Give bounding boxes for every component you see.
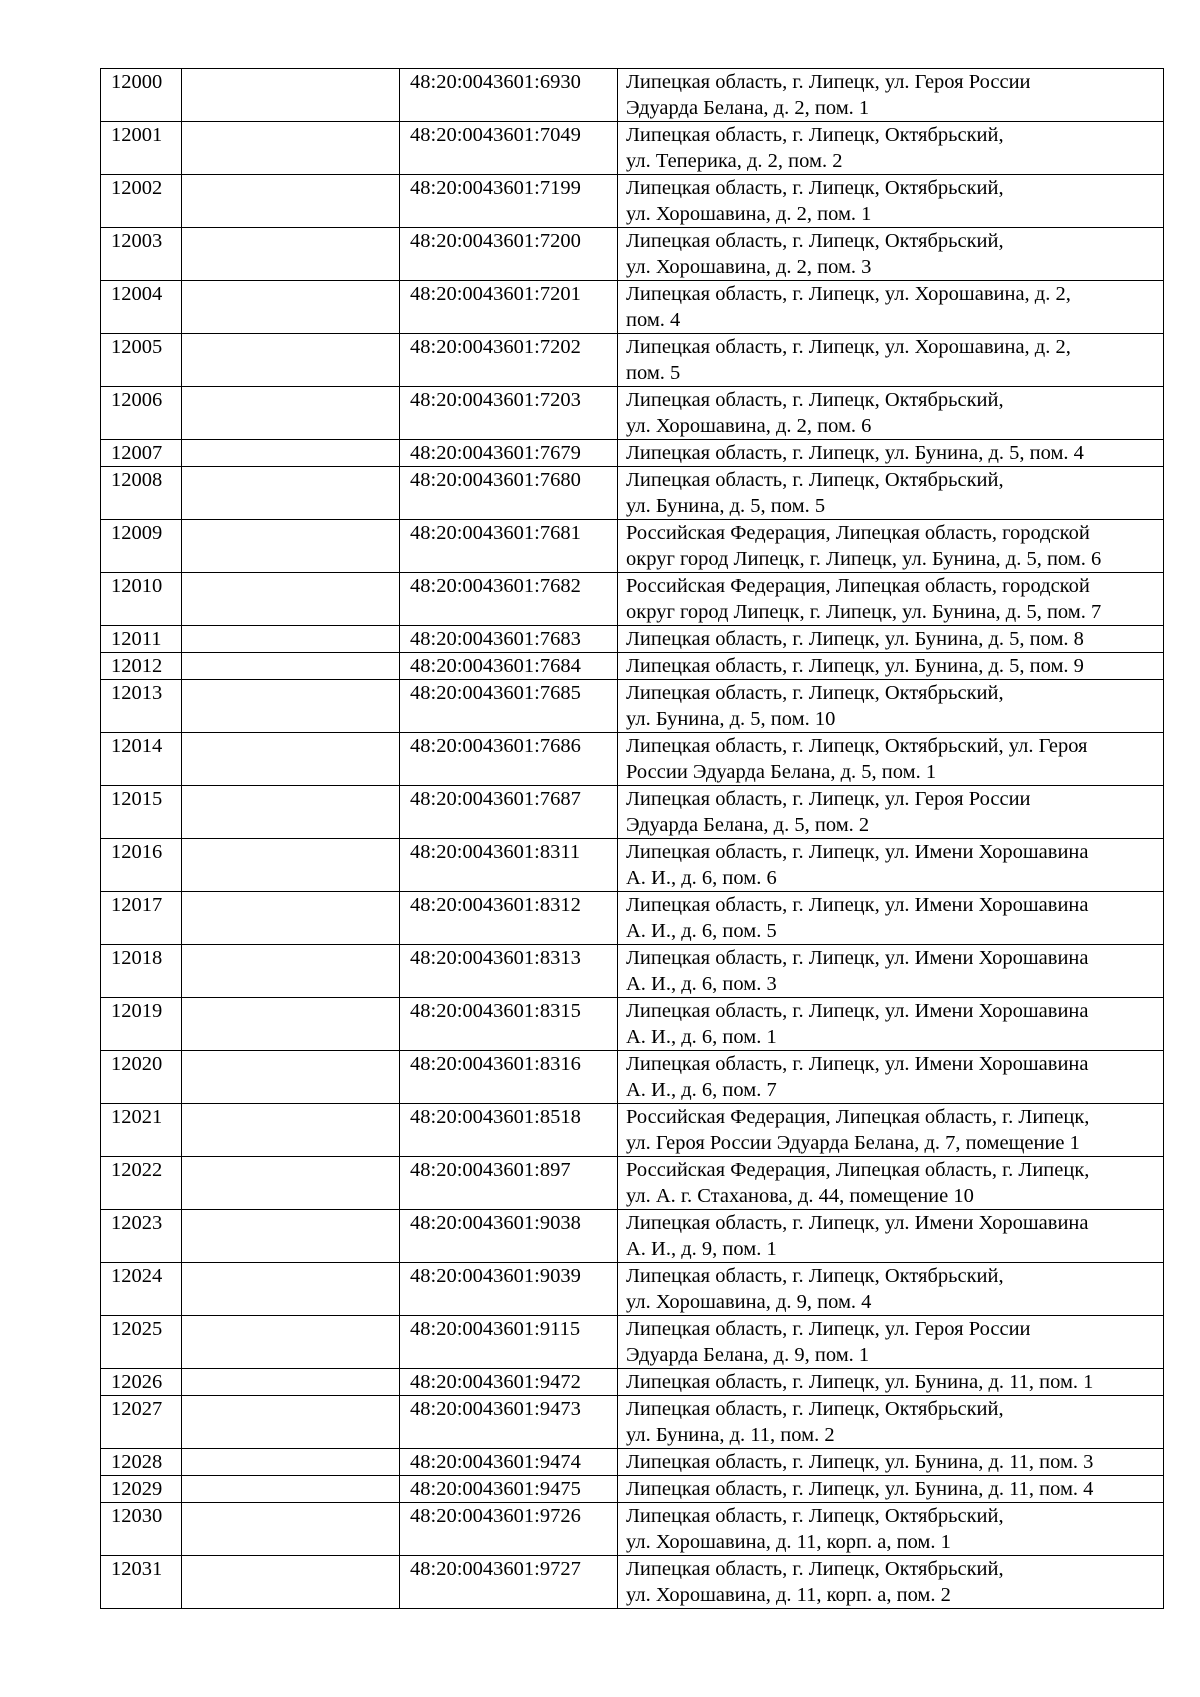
address-line: Эдуарда Белана, д. 5, пом. 2 xyxy=(626,814,870,836)
address-cell xyxy=(618,573,1164,626)
address-cell xyxy=(618,440,1164,467)
address-cell xyxy=(618,839,1164,892)
table-row xyxy=(101,1449,1164,1476)
row-number-cell: 12016 xyxy=(101,839,182,892)
address-line: Липецкая область, г. Липецк, Октябрьский, xyxy=(626,1265,1004,1287)
property-register-table xyxy=(100,68,1164,1609)
address-line: Липецкая область, г. Липецк, ул. Героя России xyxy=(626,788,1031,810)
owner-cell xyxy=(182,1104,400,1157)
address-line: Липецкая область, г. Липецк, Октябрьский, xyxy=(626,1558,1004,1580)
cadastral-number-cell: 48:20:0043601:7202 xyxy=(400,334,618,387)
row-number-cell: 12021 xyxy=(101,1104,182,1157)
table-row xyxy=(101,281,1164,334)
address-line: А. И., д. 6, пом. 1 xyxy=(626,1026,777,1048)
cadastral-number-cell: 48:20:0043601:9115 xyxy=(400,1316,618,1369)
row-number-cell: 12027 xyxy=(101,1396,182,1449)
address-line: Липецкая область, г. Липецк, ул. Хорошавина, д. 2, xyxy=(626,283,1071,305)
address-cell xyxy=(618,387,1164,440)
owner-cell xyxy=(182,1157,400,1210)
address-line: Российская Федерация, Липецкая область, городской xyxy=(626,522,1090,544)
address-cell xyxy=(618,1157,1164,1210)
row-number-cell: 12011 xyxy=(101,626,182,653)
address-cell xyxy=(618,680,1164,733)
address-cell xyxy=(618,228,1164,281)
owner-cell xyxy=(182,1556,400,1609)
owner-cell xyxy=(182,334,400,387)
address-line: России Эдуарда Белана, д. 5, пом. 1 xyxy=(626,761,937,783)
address-line: Липецкая область, г. Липецк, ул. Имени Хорошавина xyxy=(626,1212,1089,1234)
address-line: Эдуарда Белана, д. 2, пом. 1 xyxy=(626,97,870,119)
owner-cell xyxy=(182,786,400,839)
address-line: Липецкая область, г. Липецк, Октябрьский, xyxy=(626,177,1004,199)
table-row xyxy=(101,1157,1164,1210)
address-line: Липецкая область, г. Липецк, Октябрьский, xyxy=(626,1398,1004,1420)
table-row xyxy=(101,1476,1164,1503)
row-number-cell: 12024 xyxy=(101,1263,182,1316)
cadastral-number-cell: 48:20:0043601:8312 xyxy=(400,892,618,945)
address-line: ул. Хорошавина, д. 2, пом. 1 xyxy=(626,203,872,225)
address-cell xyxy=(618,1396,1164,1449)
cadastral-number-cell: 48:20:0043601:7199 xyxy=(400,175,618,228)
cadastral-number-cell: 48:20:0043601:7682 xyxy=(400,573,618,626)
table-row xyxy=(101,1316,1164,1369)
cadastral-number-cell: 48:20:0043601:9726 xyxy=(400,1503,618,1556)
address-line: ул. Бунина, д. 5, пом. 5 xyxy=(626,495,826,517)
table-row xyxy=(101,786,1164,839)
address-cell xyxy=(618,1449,1164,1476)
address-cell xyxy=(618,786,1164,839)
cadastral-number-cell: 48:20:0043601:7684 xyxy=(400,653,618,680)
cadastral-number-cell: 48:20:0043601:8518 xyxy=(400,1104,618,1157)
owner-cell xyxy=(182,945,400,998)
table-row xyxy=(101,1263,1164,1316)
table-row xyxy=(101,334,1164,387)
table-row xyxy=(101,228,1164,281)
address-line: Липецкая область, г. Липецк, ул. Имени Хорошавина xyxy=(626,947,1089,969)
address-line: округ город Липецк, г. Липецк, ул. Бунина, д. 5, пом. 7 xyxy=(626,601,1102,623)
table-row xyxy=(101,1369,1164,1396)
address-line: пом. 4 xyxy=(626,309,681,331)
owner-cell xyxy=(182,1210,400,1263)
address-cell xyxy=(618,281,1164,334)
address-line: ул. Теперика, д. 2, пом. 2 xyxy=(626,150,843,172)
row-number-cell: 12004 xyxy=(101,281,182,334)
table-row xyxy=(101,1556,1164,1609)
table-row xyxy=(101,387,1164,440)
owner-cell xyxy=(182,69,400,122)
address-cell xyxy=(618,1503,1164,1556)
address-line: пом. 5 xyxy=(626,362,681,384)
address-line: Липецкая область, г. Липецк, ул. Бунина, д. 11, пом. 1 xyxy=(626,1371,1094,1393)
row-number-cell: 12006 xyxy=(101,387,182,440)
cadastral-number-cell: 48:20:0043601:9474 xyxy=(400,1449,618,1476)
owner-cell xyxy=(182,387,400,440)
table-row xyxy=(101,1210,1164,1263)
table-row xyxy=(101,573,1164,626)
cadastral-number-cell: 48:20:0043601:8316 xyxy=(400,1051,618,1104)
table-row xyxy=(101,440,1164,467)
address-line: ул. А. г. Стаханова, д. 44, помещение 10 xyxy=(626,1185,974,1207)
address-cell xyxy=(618,1051,1164,1104)
cadastral-number-cell: 48:20:0043601:8315 xyxy=(400,998,618,1051)
row-number-cell: 12014 xyxy=(101,733,182,786)
row-number-cell: 12002 xyxy=(101,175,182,228)
owner-cell xyxy=(182,175,400,228)
row-number-cell: 12023 xyxy=(101,1210,182,1263)
table-row xyxy=(101,175,1164,228)
address-line: Российская Федерация, Липецкая область, городской xyxy=(626,575,1090,597)
address-line: Липецкая область, г. Липецк, ул. Героя России xyxy=(626,1318,1031,1340)
row-number-cell: 12007 xyxy=(101,440,182,467)
table-row xyxy=(101,467,1164,520)
address-line: Липецкая область, г. Липецк, ул. Бунина, д. 5, пом. 4 xyxy=(626,442,1084,464)
address-line: Липецкая область, г. Липецк, Октябрьский, xyxy=(626,469,1004,491)
owner-cell xyxy=(182,1263,400,1316)
address-line: ул. Бунина, д. 11, пом. 2 xyxy=(626,1424,835,1446)
address-line: Липецкая область, г. Липецк, ул. Бунина, д. 11, пом. 4 xyxy=(626,1478,1094,1500)
address-line: А. И., д. 9, пом. 1 xyxy=(626,1238,777,1260)
owner-cell xyxy=(182,573,400,626)
table-row xyxy=(101,1051,1164,1104)
owner-cell xyxy=(182,440,400,467)
address-line: А. И., д. 6, пом. 7 xyxy=(626,1079,777,1101)
address-cell xyxy=(618,1210,1164,1263)
row-number-cell: 12030 xyxy=(101,1503,182,1556)
row-number-cell: 12012 xyxy=(101,653,182,680)
owner-cell xyxy=(182,1449,400,1476)
address-line: Липецкая область, г. Липецк, ул. Имени Хорошавина xyxy=(626,1053,1089,1075)
owner-cell xyxy=(182,1316,400,1369)
address-cell xyxy=(618,892,1164,945)
cadastral-number-cell: 48:20:0043601:6930 xyxy=(400,69,618,122)
row-number-cell: 12020 xyxy=(101,1051,182,1104)
row-number-cell: 12003 xyxy=(101,228,182,281)
row-number-cell: 12026 xyxy=(101,1369,182,1396)
address-cell xyxy=(618,69,1164,122)
address-cell xyxy=(618,733,1164,786)
address-line: ул. Хорошавина, д. 11, корп. а, пом. 2 xyxy=(626,1584,951,1606)
address-line: Российская Федерация, Липецкая область, г. Липецк, xyxy=(626,1106,1090,1128)
owner-cell xyxy=(182,467,400,520)
address-cell xyxy=(618,1369,1164,1396)
address-line: Липецкая область, г. Липецк, Октябрьский, xyxy=(626,682,1004,704)
address-line: Липецкая область, г. Липецк, Октябрьский, ул. Героя xyxy=(626,735,1088,757)
cadastral-number-cell: 48:20:0043601:7200 xyxy=(400,228,618,281)
owner-cell xyxy=(182,653,400,680)
address-line: А. И., д. 6, пом. 6 xyxy=(626,867,777,889)
cadastral-number-cell: 48:20:0043601:9473 xyxy=(400,1396,618,1449)
address-line: Эдуарда Белана, д. 9, пом. 1 xyxy=(626,1344,870,1366)
address-cell xyxy=(618,1556,1164,1609)
row-number-cell: 12010 xyxy=(101,573,182,626)
table-row xyxy=(101,69,1164,122)
cadastral-number-cell: 48:20:0043601:897 xyxy=(400,1157,618,1210)
owner-cell xyxy=(182,281,400,334)
cadastral-number-cell: 48:20:0043601:7203 xyxy=(400,387,618,440)
row-number-cell: 12022 xyxy=(101,1157,182,1210)
cadastral-number-cell: 48:20:0043601:8311 xyxy=(400,839,618,892)
address-cell xyxy=(618,1263,1164,1316)
row-number-cell: 12028 xyxy=(101,1449,182,1476)
row-number-cell: 12009 xyxy=(101,520,182,573)
address-line: Липецкая область, г. Липецк, ул. Имени Хорошавина xyxy=(626,894,1089,916)
owner-cell xyxy=(182,122,400,175)
owner-cell xyxy=(182,733,400,786)
address-line: Липецкая область, г. Липецк, Октябрьский, xyxy=(626,230,1004,252)
owner-cell xyxy=(182,892,400,945)
address-line: Липецкая область, г. Липецк, ул. Героя России xyxy=(626,71,1031,93)
owner-cell xyxy=(182,1051,400,1104)
cadastral-number-cell: 48:20:0043601:8313 xyxy=(400,945,618,998)
table-row xyxy=(101,520,1164,573)
table-row xyxy=(101,626,1164,653)
address-line: ул. Хорошавина, д. 9, пом. 4 xyxy=(626,1291,872,1313)
owner-cell xyxy=(182,1503,400,1556)
cadastral-number-cell: 48:20:0043601:7679 xyxy=(400,440,618,467)
cadastral-number-cell: 48:20:0043601:7680 xyxy=(400,467,618,520)
address-cell xyxy=(618,1316,1164,1369)
table-row xyxy=(101,653,1164,680)
cadastral-number-cell: 48:20:0043601:9472 xyxy=(400,1369,618,1396)
owner-cell xyxy=(182,1369,400,1396)
row-number-cell: 12018 xyxy=(101,945,182,998)
address-cell xyxy=(618,1476,1164,1503)
address-line: А. И., д. 6, пом. 5 xyxy=(626,920,777,942)
table-row xyxy=(101,733,1164,786)
cadastral-number-cell: 48:20:0043601:9727 xyxy=(400,1556,618,1609)
row-number-cell: 12013 xyxy=(101,680,182,733)
table-row xyxy=(101,1503,1164,1556)
owner-cell xyxy=(182,228,400,281)
address-line: ул. Бунина, д. 5, пом. 10 xyxy=(626,708,836,730)
address-line: Российская Федерация, Липецкая область, г. Липецк, xyxy=(626,1159,1090,1181)
address-cell xyxy=(618,467,1164,520)
cadastral-number-cell: 48:20:0043601:7686 xyxy=(400,733,618,786)
table-row xyxy=(101,945,1164,998)
table-row xyxy=(101,680,1164,733)
cadastral-number-cell: 48:20:0043601:9475 xyxy=(400,1476,618,1503)
address-line: Липецкая область, г. Липецк, Октябрьский, xyxy=(626,1505,1004,1527)
table-body xyxy=(101,69,1164,1609)
table-row xyxy=(101,1104,1164,1157)
cadastral-number-cell: 48:20:0043601:7681 xyxy=(400,520,618,573)
table-row xyxy=(101,892,1164,945)
owner-cell xyxy=(182,1476,400,1503)
cadastral-number-cell: 48:20:0043601:7685 xyxy=(400,680,618,733)
row-number-cell: 12001 xyxy=(101,122,182,175)
owner-cell xyxy=(182,626,400,653)
address-cell xyxy=(618,653,1164,680)
address-line: Липецкая область, г. Липецк, Октябрьский, xyxy=(626,124,1004,146)
address-line: Липецкая область, г. Липецк, Октябрьский, xyxy=(626,389,1004,411)
address-line: Липецкая область, г. Липецк, ул. Имени Хорошавина xyxy=(626,1000,1089,1022)
address-cell xyxy=(618,122,1164,175)
address-cell xyxy=(618,520,1164,573)
row-number-cell: 12015 xyxy=(101,786,182,839)
address-line: Липецкая область, г. Липецк, ул. Бунина, д. 5, пом. 9 xyxy=(626,655,1084,677)
address-cell xyxy=(618,998,1164,1051)
table-row xyxy=(101,1396,1164,1449)
address-cell xyxy=(618,626,1164,653)
address-line: Липецкая область, г. Липецк, ул. Бунина, д. 11, пом. 3 xyxy=(626,1451,1094,1473)
table-row xyxy=(101,122,1164,175)
address-cell xyxy=(618,334,1164,387)
address-line: ул. Хорошавина, д. 2, пом. 6 xyxy=(626,415,872,437)
row-number-cell: 12005 xyxy=(101,334,182,387)
owner-cell xyxy=(182,1396,400,1449)
address-cell xyxy=(618,945,1164,998)
address-line: Липецкая область, г. Липецк, ул. Имени Хорошавина xyxy=(626,841,1089,863)
row-number-cell: 12017 xyxy=(101,892,182,945)
address-line: Липецкая область, г. Липецк, ул. Бунина, д. 5, пом. 8 xyxy=(626,628,1084,650)
table-row xyxy=(101,839,1164,892)
address-line: округ город Липецк, г. Липецк, ул. Бунина, д. 5, пом. 6 xyxy=(626,548,1102,570)
owner-cell xyxy=(182,839,400,892)
row-number-cell: 12000 xyxy=(101,69,182,122)
cadastral-number-cell: 48:20:0043601:7687 xyxy=(400,786,618,839)
address-line: ул. Героя России Эдуарда Белана, д. 7, помещение 1 xyxy=(626,1132,1080,1154)
cadastral-number-cell: 48:20:0043601:7683 xyxy=(400,626,618,653)
owner-cell xyxy=(182,998,400,1051)
row-number-cell: 12029 xyxy=(101,1476,182,1503)
cadastral-number-cell: 48:20:0043601:7049 xyxy=(400,122,618,175)
row-number-cell: 12019 xyxy=(101,998,182,1051)
cadastral-number-cell: 48:20:0043601:7201 xyxy=(400,281,618,334)
address-cell xyxy=(618,175,1164,228)
address-line: ул. Хорошавина, д. 11, корп. а, пом. 1 xyxy=(626,1531,951,1553)
address-line: Липецкая область, г. Липецк, ул. Хорошавина, д. 2, xyxy=(626,336,1071,358)
owner-cell xyxy=(182,680,400,733)
row-number-cell: 12025 xyxy=(101,1316,182,1369)
owner-cell xyxy=(182,520,400,573)
table-row xyxy=(101,998,1164,1051)
cadastral-number-cell: 48:20:0043601:9039 xyxy=(400,1263,618,1316)
row-number-cell: 12008 xyxy=(101,467,182,520)
address-line: ул. Хорошавина, д. 2, пом. 3 xyxy=(626,256,872,278)
row-number-cell: 12031 xyxy=(101,1556,182,1609)
address-cell xyxy=(618,1104,1164,1157)
address-line: А. И., д. 6, пом. 3 xyxy=(626,973,777,995)
cadastral-number-cell: 48:20:0043601:9038 xyxy=(400,1210,618,1263)
